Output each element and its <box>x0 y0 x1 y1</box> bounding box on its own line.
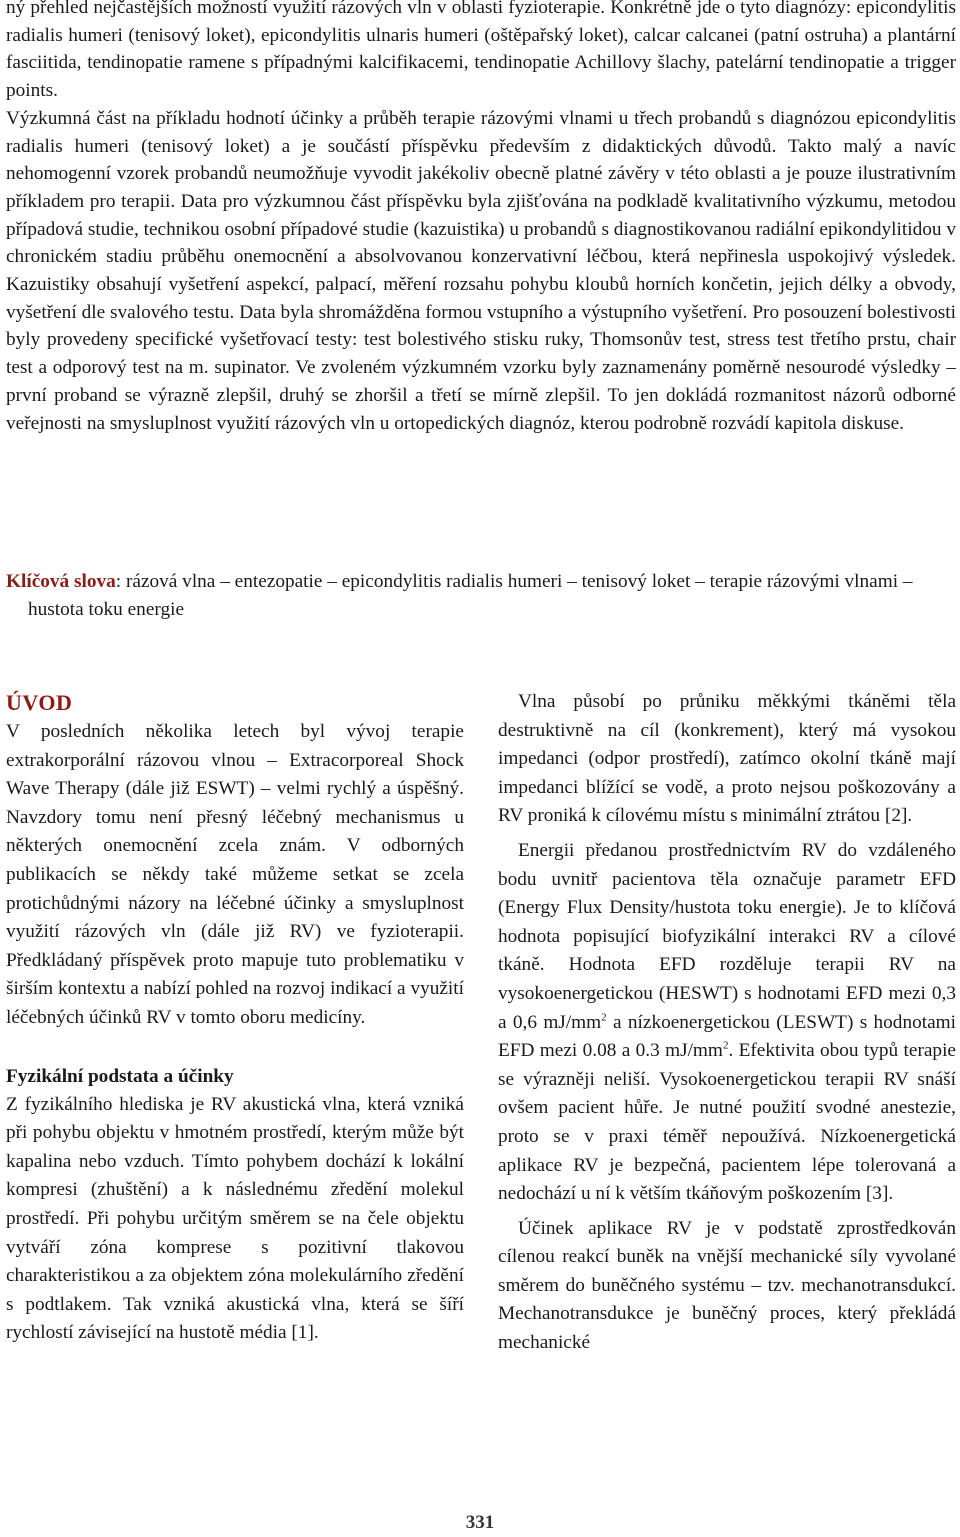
left-column <box>6 688 464 1348</box>
right-paragraph-2 <box>498 837 956 1209</box>
keywords-separator: : <box>115 571 122 592</box>
superscript-2: 2 <box>601 1011 607 1024</box>
right-paragraph-1: Vlna působí po průniku měkkými tkáněmi těla destruktivně na cíl (konkrement), který má vysokou impedanci (odpor prostředí), zatímco okolní tkáně mají impedanci blížící se vodě, a proto nejsou poškozovány a RV proniká k cílovému místu s minimální ztrátou [2]. <box>498 691 956 827</box>
right-paragraph-2-part-1: Energii předanou prostřednictvím RV do vzdáleného bodu uvnitř pacientova těla označuje parametr EFD (Energy Flux Density/hustota toku energie). Je to klíčová hodnota popisující biofyzikální interakci RV a cílové tkáně. Hodnota EFD rozděluje terapii RV na vysokoenergetickou (HESWT) s hodnotami EFD mezi 0,3 a 0,6 mJ/mm <box>498 839 956 1033</box>
keywords-text: rázová vlna – entezopatie – epicondylitis radialis humeri – tenisový loket – terapie rázovými vlnami – hustota toku energie <box>28 571 913 620</box>
right-column <box>498 688 956 1358</box>
abstract-section <box>6 0 956 437</box>
keywords-label: Klíčová slova <box>6 571 116 592</box>
abstract-paragraph-2: Výzkumná část na příkladu hodnotí účinky a průběh terapie rázovými vlnami u třech probandů s diagnózou epicondylitis radialis humeri (tenisový loket) a je součástí příspěvku především z didaktických důvodů. Takto malý a navíc nehomogenní vzorek probandů neumožňuje vyvodit jakékoliv obecně platné závěry v této oblasti a je pouze ilustrativním příkladem pro terapii. Data pro výzkumnou část příspěvku byla zjišťována na podkladě kvalitativního výzkumu, metodou případová studie, technikou osobní případové studie (kazuistika) u probandů s diagnostikovanou radiální epikondylitidou v chronickém stadiu průběhu onemocnění a absolvovanou konzervativní léčbou, která nepřinesla uspokojivý výsledek. Kazuistiky obsahují vyšetření aspekcí, palpací, měření rozsahu pohybu kloubů horních končetin, jejich délky a obvody, vyšetření dle svalového testu. Data byla shromážděna formou vstupního a výstupního vyšetření. Pro posouzení bolestivosti byly provedeny specifické vyšetřovací testy: test bolestivého stisku ruky, Thomsonův test, stress test třetího prstu, chair test a odporový test na m. supinator. Ve zvoleném výzkumném vzorku byly zaznamenány poměrně nesourodé výsledky – první proband se výrazně zlepšil, druhý se zhoršil a třetí se mírně zlepšil. To jen dokládá rozmanitost názorů odborné veřejnosti na smysluplnost využití rázových vln u ortopedických diagnóz, kterou podrobně rozvádí kapitola diskuse. <box>6 107 956 434</box>
intro-paragraph: V posledních několika letech byl vývoj terapie extrakorporální rázovou vlnou – Extracorporeal Shock Wave Therapy (dále již ESWT) – velmi rychlý a úspěšný. Navzdory tomu není přesný léčebný mechanismus u některých onemocnění zcela znám. V odborných publikacích se někdy také můžeme setkat se zcela protichůdnými názory na léčebné účinky a smysluplnost využití rázových vln (dále již RV) ve fyzioterapii. Předkládaný příspěvek proto mapuje tuto problematiku v širším kontextu a nabízí pohled na rozvoj indikací a využití léčebných účinků RV v tomto oboru medicíny. <box>6 721 464 1028</box>
right-paragraph-2-part-2: a nízkoenergetickou (LESWT) s hodnotami EFD mezi 0.08 a 0.3 mJ/mm <box>498 1011 956 1062</box>
right-paragraph-2-part-3: . Efektivita obou typů terapie se výrazněji neliší. Vysokoenergetickou terapii RV snáší ovšem pacient hůře. Je nutné použití svodné anestezie, proto se v praxi téměř nepoužívá. Nízkoenergetická aplikace RV je bezpečná, pacientem lépe tolerovaná a nedochází u ní k větším tkáňovým poškozením [3]. <box>498 1040 956 1205</box>
physics-paragraph: Z fyzikálního hlediska je RV akustická vlna, která vzniká při pohybu objektu v hmotném prostředí, kterým může být kapalina nebo vzduch. Tímto pohybem dochází k lokální kompresi (zhuštění) a k následnému zředění molekul prostředí. Při pohybu určitým směrem se na čele objektu vytváří zóna komprese s pozitivní tlakovou charakteristikou a za objektem zóna molekulárního zředění s podtlakem. Tak vzniká akustická vlna, která se šíří rychlostí závisející na hustotě média [1]. <box>6 1093 464 1344</box>
subsection-title-physics: Fyzikální podstata a účinky <box>6 1065 234 1087</box>
page-number: 331 <box>465 1512 495 1533</box>
superscript-2: 2 <box>722 1039 729 1052</box>
keywords-line <box>6 568 956 624</box>
section-title-uvod: ÚVOD <box>6 690 73 715</box>
abstract-paragraph-1: ný přehled nejčastějších možností využití rázových vln v oblasti fyzioterapie. Konkrétně jde o tyto diagnózy: epicondylitis radialis humeri (tenisový loket), epicondylitis ulnaris humeri (oštěpařský loket), calcar calcanei (patní ostruha) a plantární fasciitida, tendinopatie ramene s případnými kalcifikacemi, tendinopatie Achillovy šlachy, patelární tendinopatie a trigger points. <box>6 0 956 102</box>
right-paragraph-3: Účinek aplikace RV je v podstatě zprostředkován cílenou reakcí buněk na vnější mechanické síly vyvolané směrem do buněčného systému – tzv. mechanotransdukcí. Mechanotransdukce je buněčný proces, který překládá mechanické <box>498 1217 956 1354</box>
